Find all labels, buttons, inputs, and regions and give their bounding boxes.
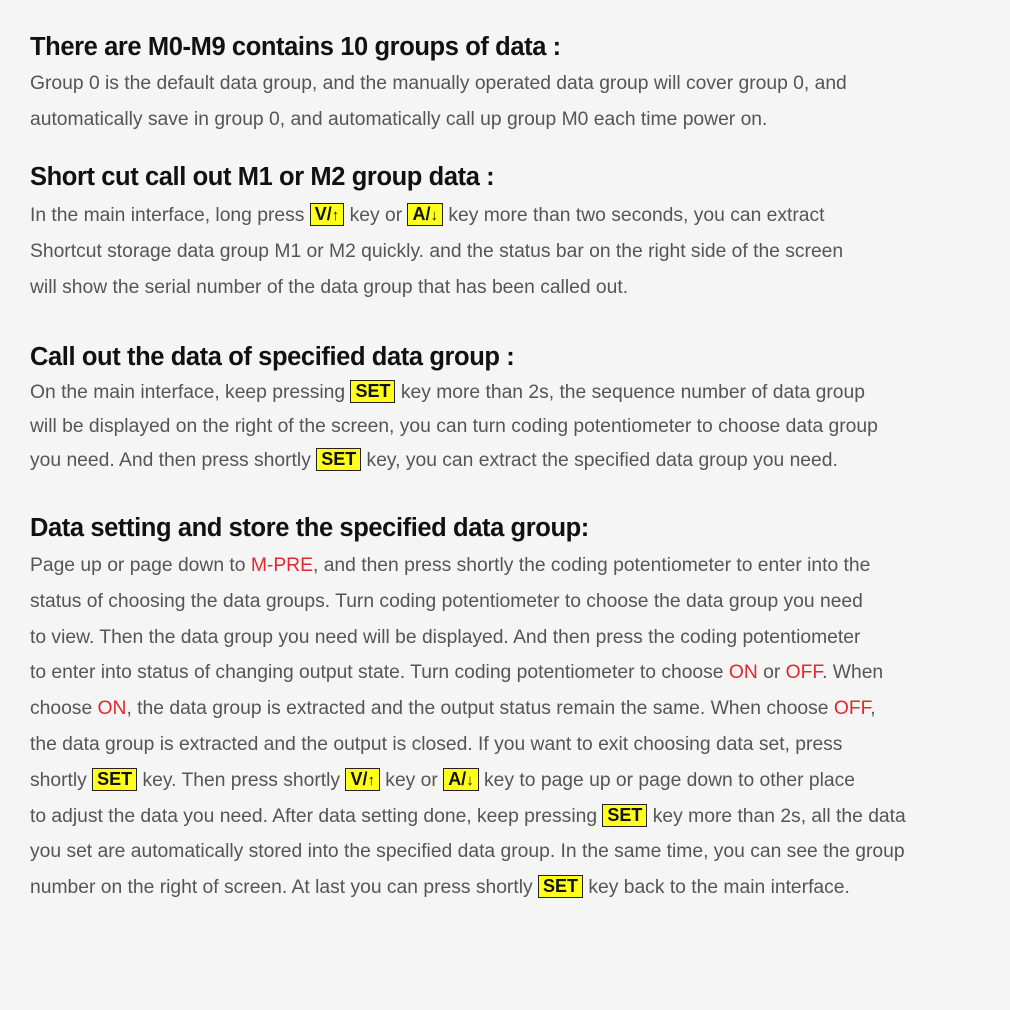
text-line: number on the right of screen. At last you can press shortly SET key back to the main interface.: [30, 876, 850, 899]
text-line: Page up or page down to M-PRE, and then press shortly the coding potentiometer to enter into the: [30, 555, 871, 576]
text-line: you set are automatically stored into the specified data group. In the same time, you can see the group: [30, 841, 905, 863]
down-arrow-icon: ↓: [430, 207, 438, 224]
section-data-setting: [30, 514, 985, 906]
text-line: choose ON, the data group is extracted and the output status remain the same. When choose OFF,: [30, 698, 876, 720]
a-down-key: A/↓: [443, 768, 479, 791]
section-body: [30, 548, 985, 906]
text-line: to view. Then the data group you need will be displayed. And then press the coding potentiometer: [30, 626, 861, 648]
on-highlight: ON: [97, 698, 127, 720]
m-pre-highlight: M-PRE: [250, 555, 313, 576]
text-line: to adjust the data you need. After data setting done, keep pressing SET key more than 2s, all the data: [30, 804, 906, 827]
section-body: [30, 66, 985, 138]
set-key: SET: [316, 448, 361, 471]
text-line: status of choosing the data groups. Turn coding potentiometer to choose the data group you need: [30, 590, 863, 612]
text-line: Shortcut storage data group M1 or M2 quickly. and the status bar on the right side of the screen: [30, 240, 844, 262]
text-line: the data group is extracted and the output is closed. If you want to exit choosing data set, press: [30, 733, 843, 755]
v-up-key: V/↑: [310, 203, 345, 226]
section-title: Short cut call out M1 or M2 group data :: [30, 163, 495, 191]
text-line: Group 0 is the default data group, and the manually operated data group will cover group 0, and: [30, 73, 847, 94]
section-title: Data setting and store the specified data group:: [30, 514, 589, 542]
set-key: SET: [602, 804, 647, 827]
set-key: SET: [92, 768, 137, 791]
text-line: automatically save in group 0, and automatically call up group M0 each time power on.: [30, 108, 768, 130]
text-line: shortly SET key. Then press shortly V/↑ key or A/↓ key to page up or page down to other place: [30, 768, 855, 791]
on-highlight: ON: [728, 662, 758, 684]
off-highlight: OFF: [785, 662, 823, 684]
text-line: will show the serial number of the data group that has been called out.: [30, 276, 629, 298]
v-up-key: V/↑: [345, 768, 380, 791]
section-specified-callout: [30, 343, 985, 478]
set-key: SET: [350, 380, 395, 403]
down-arrow-icon: ↓: [466, 771, 474, 789]
off-highlight: OFF: [833, 698, 871, 720]
section-title: Call out the data of specified data group :: [30, 343, 515, 371]
up-arrow-icon: ↑: [367, 771, 375, 789]
text-line: to enter into status of changing output state. Turn coding potentiometer to choose ON or OFF. When: [30, 662, 884, 684]
section-groups-overview: [30, 33, 985, 138]
section-body: [30, 376, 985, 478]
section-body: [30, 198, 985, 305]
section-shortcut-callout: [30, 163, 985, 305]
text-line: you need. And then press shortly SET key, you can extract the specified data group you need.: [30, 449, 838, 471]
section-title: There are M0-M9 contains 10 groups of data :: [30, 33, 561, 61]
text-line: In the main interface, long press V/↑ key or A/↓ key more than two seconds, you can extract: [30, 204, 825, 226]
up-arrow-icon: ↑: [331, 207, 340, 224]
a-down-key: A/↓: [407, 203, 443, 226]
set-key: SET: [538, 875, 583, 898]
text-line: will be displayed on the right of the screen, you can turn coding potentiometer to choose data group: [30, 416, 878, 437]
text-line: On the main interface, keep pressing SET key more than 2s, the sequence number of data group: [30, 381, 865, 403]
